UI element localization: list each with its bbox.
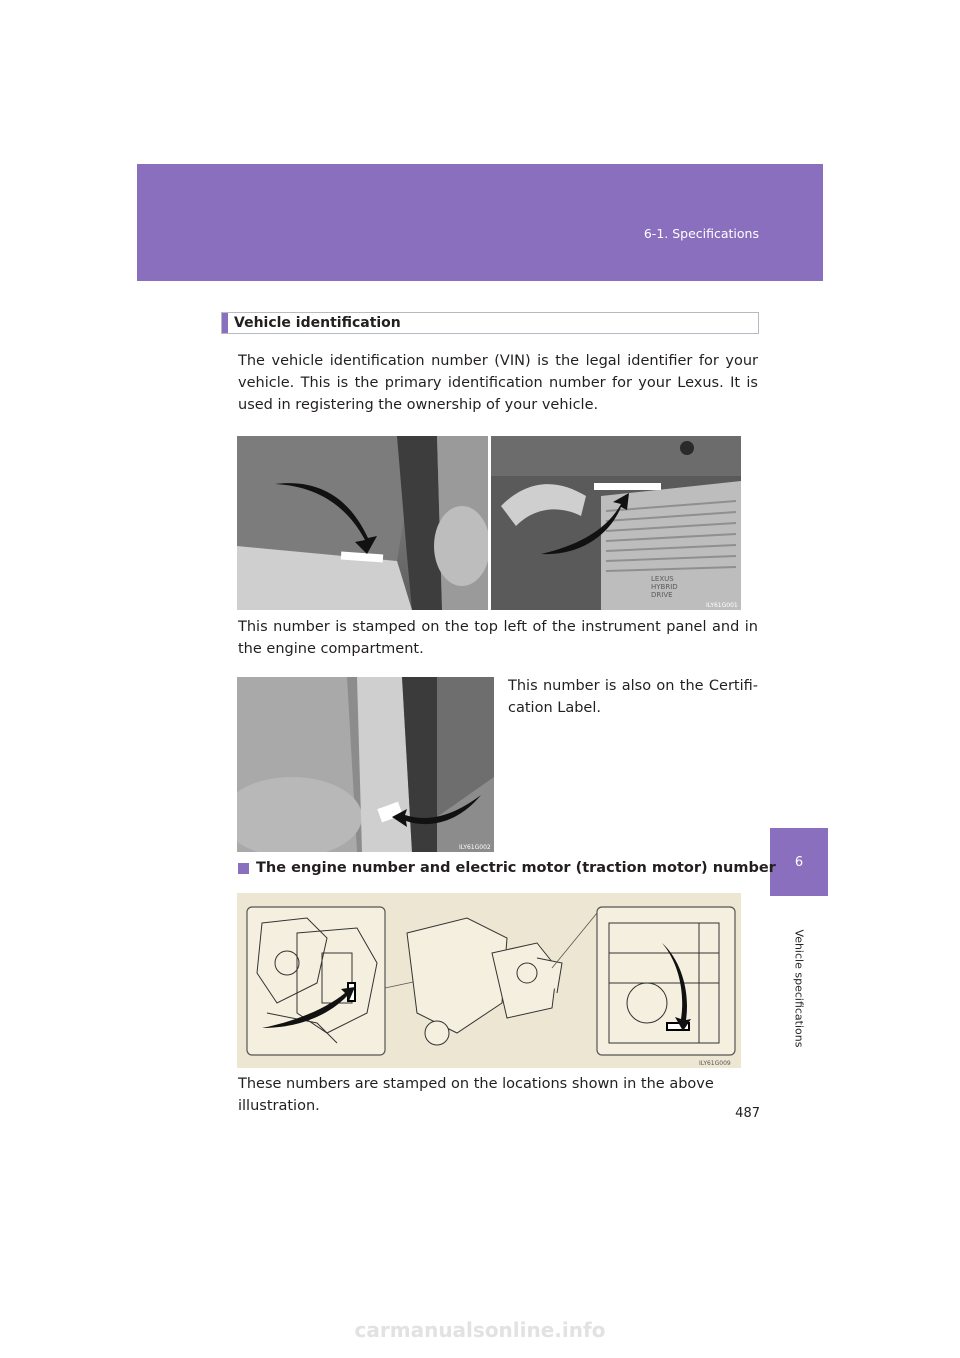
heading-accent-bar [222, 313, 228, 333]
intro-paragraph: The vehicle identification number (VIN) is the legal identifier for your vehicle. This is the primary identification number for your Lexus. It is used in registering the ownership of your vehicle. [238, 353, 758, 413]
figure-engine-illustration [237, 893, 741, 1068]
page-number: 487 [735, 1106, 760, 1121]
engine-number-title: The engine number and electric motor (traction motor) number [256, 860, 776, 876]
engine-number-heading [238, 860, 776, 876]
figure3-code: ILY61G009 [699, 1060, 731, 1067]
figure-windshield-photo [237, 436, 488, 610]
cert-label-paragraph: This number is also on the Certifi-cation Label. [508, 678, 758, 716]
figure-door-pillar-photo [237, 677, 494, 852]
figure2-code: ILY61G002 [459, 844, 491, 851]
engine-cover-logo-line2: HYBRID [651, 583, 678, 591]
section-heading [221, 312, 759, 334]
chapter-tab [770, 828, 828, 896]
chapter-title: Vehicle specifications [792, 929, 806, 1047]
section-label: 6-1. Specifications [643, 226, 759, 241]
chapter-title-vertical [790, 918, 808, 1058]
header-band [137, 164, 823, 281]
chapter-number: 6 [794, 854, 804, 870]
engine-number-paragraph: These numbers are stamped on the locations shown in the above illustration. [238, 1076, 714, 1114]
figure1-code: ILY61G001 [706, 602, 738, 609]
figure-engine-compartment-photo [491, 436, 741, 610]
vin-location-paragraph: This number is stamped on the top left of the instrument panel and in the engine compartment. [238, 619, 758, 657]
square-bullet-icon [238, 863, 249, 874]
section-title: Vehicle identification [234, 315, 401, 331]
engine-cover-logo-line1: LEXUS [651, 575, 674, 583]
engine-cover-logo-line3: DRIVE [651, 591, 673, 599]
watermark: carmanualsonline.info [354, 1318, 606, 1342]
